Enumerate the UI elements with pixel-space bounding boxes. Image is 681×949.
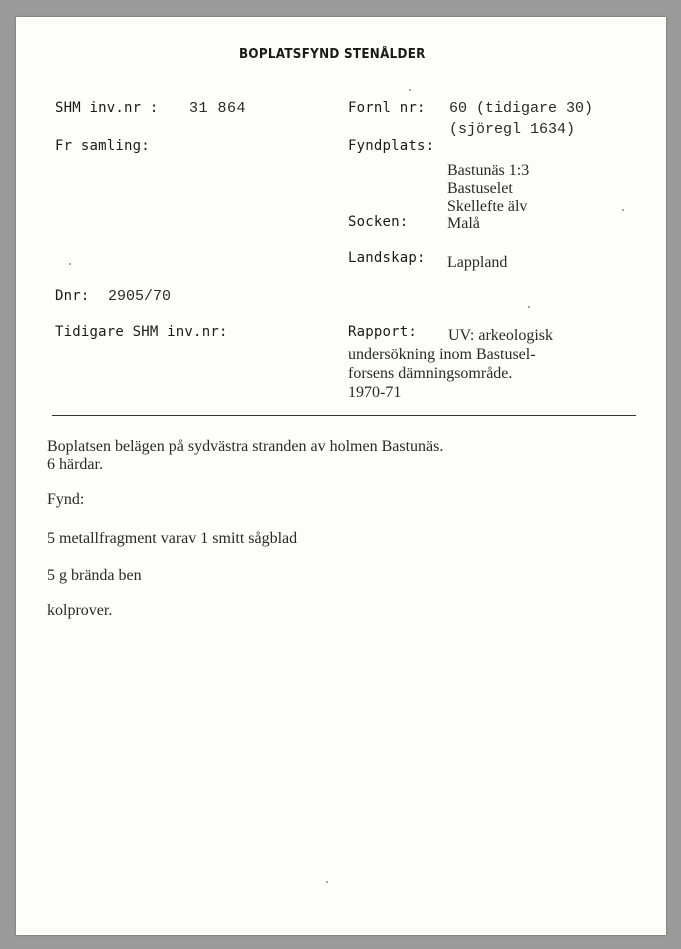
fornl-value-line1: 60 (tidigare 30) [449, 100, 594, 117]
rapport-label: Rapport: [348, 324, 418, 340]
body-line: Fynd: [47, 491, 85, 508]
fornl-label: Fornl nr: [348, 100, 426, 116]
landskap-label: Landskap: [348, 250, 426, 266]
body-line: 5 metallfragment varav 1 smitt sågblad [47, 530, 298, 547]
body-line: kolprover. [47, 602, 113, 619]
body-line: Boplatsen belägen på sydvästra stranden av holmen Bastunäs. [47, 438, 444, 455]
paper-speck [622, 209, 624, 211]
card-title: BOPLATSFYND STENÅLDER [239, 47, 426, 62]
socken-value: Malå [447, 215, 480, 232]
divider-line [52, 415, 636, 416]
fornl-value-line2: (sjöregl 1634) [449, 121, 576, 138]
rapport-line: UV: arkeologisk [448, 327, 554, 344]
fyndplats-line: Bastuselet [447, 180, 513, 197]
dnr-value: 2905/70 [108, 288, 172, 305]
paper-speck [528, 306, 530, 308]
fyndplats-line: Skellefte älv [447, 198, 528, 215]
rapport-line: 1970-71 [348, 384, 402, 401]
rapport-line: undersökning inom Bastusel- [348, 346, 536, 363]
rapport-line: forsens dämningsområde. [348, 365, 513, 382]
tidigare-label: Tidigare SHM inv.nr: [55, 324, 228, 340]
shm-inv-label: SHM inv.nr : [55, 100, 159, 116]
paper-speck [69, 263, 71, 265]
landskap-value: Lappland [447, 254, 508, 271]
paper-speck [326, 881, 328, 883]
fyndplats-line: Bastunäs 1:3 [447, 162, 530, 179]
socken-label: Socken: [348, 214, 409, 230]
archive-card [16, 17, 666, 935]
fr-samling-label: Fr samling: [55, 138, 150, 154]
body-line: 5 g brända ben [47, 567, 142, 584]
body-line: 6 härdar. [47, 456, 103, 473]
paper-speck [409, 89, 411, 91]
shm-inv-value: 31 864 [189, 100, 247, 117]
dnr-label: Dnr: [55, 288, 90, 304]
fyndplats-label: Fyndplats: [348, 138, 435, 154]
